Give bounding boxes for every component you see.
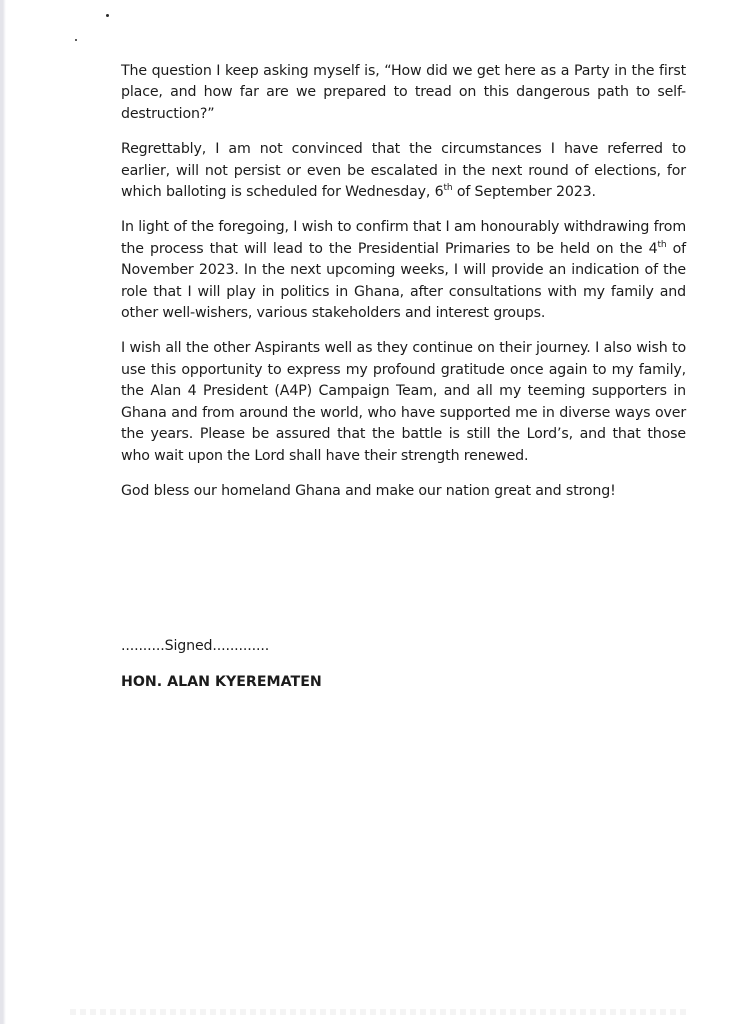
scan-bleed-through <box>70 1009 690 1015</box>
scan-speck <box>106 14 109 17</box>
ordinal-suffix: th <box>443 183 453 194</box>
signature-block <box>121 636 322 693</box>
paragraph-text: The question I keep asking myself is, “How did we get here as a Party in the first place, and how far are we prepared to tread on this dangerous path to self-destruction?” <box>121 63 686 122</box>
paragraph-text: of November 2023. In the next upcoming weeks, I will provide an indication of the role that I will play in politics in Ghana, after consultations with my family and other well-wishers, various stakeholders and interest groups. <box>121 240 686 322</box>
paragraph-withdrawal <box>121 217 686 324</box>
ordinal-suffix: th <box>657 239 667 250</box>
paragraph-regret <box>121 139 686 203</box>
paragraph-gratitude <box>121 338 686 466</box>
scan-left-edge <box>0 0 6 1024</box>
paragraph-text: I wish all the other Aspirants well as they continue on their journey. I also wish to use this opportunity to express my profound gratitude once again to my family, the Alan 4 President (A4P) Campaign Team, and all my teeming supporters in Ghana and from around the world, who have supported me in diverse ways over the years. Please be assured that the battle is still the Lord’s, and that those who wait upon the Lord shall have their strength renewed. <box>121 340 686 464</box>
paragraph-text: Regrettably, I am not convinced that the circumstances I have referred to earlier, will not persist or even be escalated in the next round of elections, for which balloting is scheduled for Wednesday, 6 <box>121 141 686 201</box>
paragraph-text: of September 2023. <box>452 184 596 201</box>
signed-line: ..........Signed............. <box>121 638 270 654</box>
signatory-name: HON. ALAN KYEREMATEN <box>121 674 322 690</box>
scan-speck <box>75 39 77 41</box>
paragraph-text: In light of the foregoing, I wish to confirm that I am honourably withdrawing from the process that will lead to the Presidential Primaries to be held on the 4 <box>121 219 686 257</box>
paragraph-question <box>121 61 686 125</box>
closing-blessing: God bless our homeland Ghana and make our nation great and strong! <box>121 482 616 499</box>
letter-body <box>121 61 686 502</box>
